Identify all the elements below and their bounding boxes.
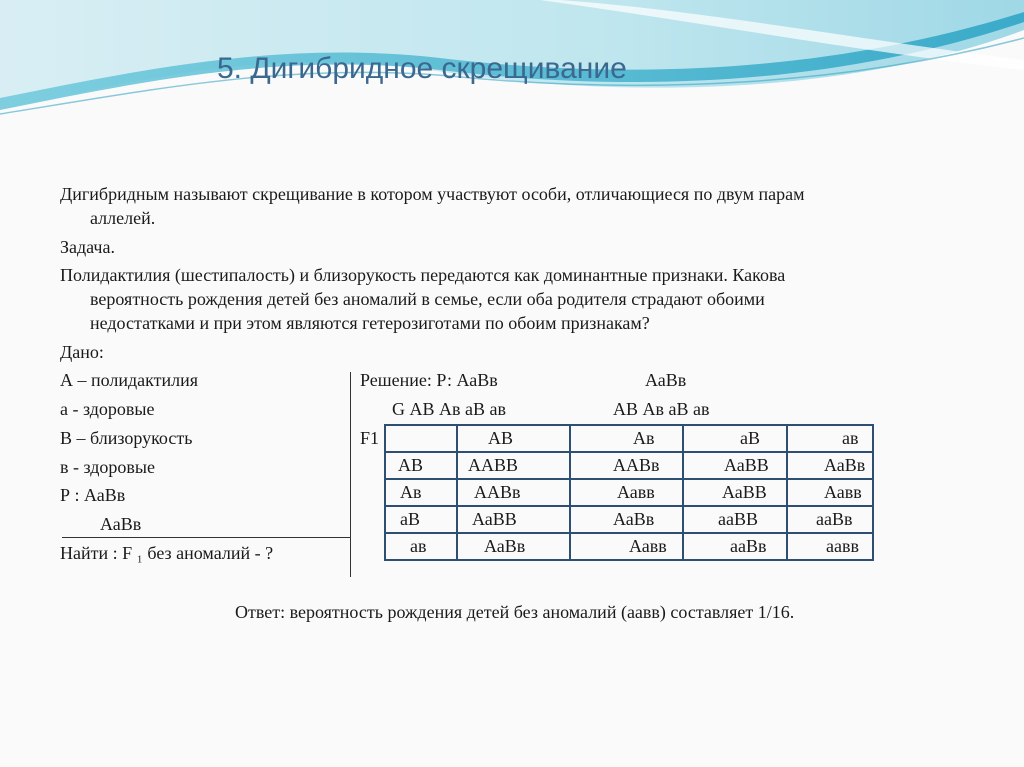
punnett-header-cell: АВ xyxy=(488,428,514,448)
punnett-cell: ааВв xyxy=(816,509,853,529)
given-dominant-a: А – полидактилия xyxy=(60,370,199,390)
definition-line-1: Дигибридным называют скрещивание в котором участвуют особи, отличающиеся по двум парам xyxy=(60,184,805,204)
given-label: Дано: xyxy=(60,342,104,362)
punnett-square xyxy=(384,424,874,561)
answer-text: Ответ: вероятность рождения детей без аномалий (аавв) составляет 1/16. xyxy=(235,602,795,622)
punnett-cell: Аавв xyxy=(629,536,667,556)
punnett-cell: ААВв xyxy=(474,482,521,502)
solution-gametes-2: АВ Ав аВ ав xyxy=(613,399,710,419)
punnett-header-row xyxy=(385,425,873,452)
task-line-2: вероятность рождения детей без аномалий в семье, если оба родителя страдают обоими xyxy=(90,289,765,309)
punnett-cell: ААВв xyxy=(613,455,660,475)
given-recessive-b: в - здоровые xyxy=(60,457,156,477)
task-label: Задача. xyxy=(60,237,115,257)
punnett-cell: ааВВ xyxy=(718,509,758,529)
punnett-row xyxy=(385,533,873,560)
punnett-row-gamete: ав xyxy=(410,536,427,556)
given-parent-1: Р : АаВв xyxy=(60,485,126,505)
punnett-header-cell: Ав xyxy=(633,428,655,448)
slide-title: 5. Дигибридное скрещивание xyxy=(217,52,627,85)
punnett-cell: АаВВ xyxy=(724,455,769,475)
punnett-cell: ААВВ xyxy=(468,455,519,475)
given-parent-2: АаВв xyxy=(100,514,142,534)
punnett-cell: АаВВ xyxy=(472,509,517,529)
solution-gametes-1: G АВ Ав аВ ав xyxy=(392,399,506,419)
punnett-row-gamete: Ав xyxy=(400,482,422,502)
f1-label: F1 xyxy=(360,428,380,448)
punnett-row xyxy=(385,506,873,533)
task-line-3: недостатками и при этом являются гетерозиготами по обоим признакам? xyxy=(90,313,650,333)
punnett-row xyxy=(385,452,873,479)
punnett-row xyxy=(385,479,873,506)
divider-horizontal xyxy=(62,537,350,538)
definition-line-2: аллелей. xyxy=(90,208,156,228)
find-question: Найти : F ₁ без аномалий - ? xyxy=(60,543,274,563)
punnett-row-gamete: АВ xyxy=(398,455,424,475)
solution-parent-2: АаВв xyxy=(645,370,687,390)
punnett-cell: АаВВ xyxy=(722,482,767,502)
punnett-header-cell: ав xyxy=(842,428,859,448)
punnett-header-cell: аВ xyxy=(740,428,760,448)
punnett-cell: АаВв xyxy=(824,455,866,475)
punnett-cell: Аавв xyxy=(617,482,655,502)
punnett-cell: Аавв xyxy=(824,482,862,502)
punnett-cell: ааВв xyxy=(730,536,767,556)
punnett-row-gamete: аВ xyxy=(400,509,420,529)
task-line-1: Полидактилия (шестипалость) и близорукость передаются как доминантные признаки. Какова xyxy=(60,265,786,285)
punnett-cell: АаВв xyxy=(484,536,526,556)
given-recessive-a: а - здоровые xyxy=(60,399,155,419)
given-dominant-b: В – близорукость xyxy=(60,428,193,448)
divider-vertical xyxy=(350,372,351,577)
punnett-cell: АаВв xyxy=(613,509,655,529)
solution-parents: Решение: Р: АаВв xyxy=(360,370,498,390)
punnett-cell: аавв xyxy=(826,536,859,556)
